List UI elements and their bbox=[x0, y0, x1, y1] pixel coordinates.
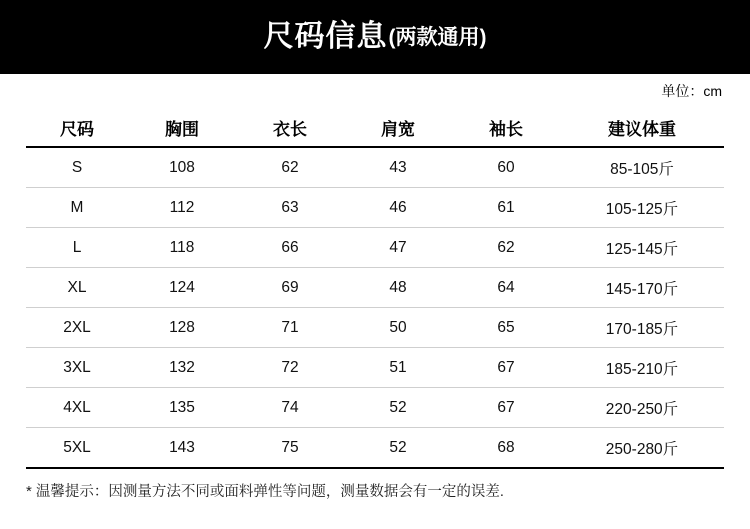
table-row bbox=[26, 348, 724, 388]
cell-bust: 128 bbox=[128, 308, 236, 348]
disclaimer-note bbox=[0, 469, 750, 502]
cell-length: 75 bbox=[236, 428, 344, 469]
cell-length: 63 bbox=[236, 188, 344, 228]
cell-bust: 118 bbox=[128, 228, 236, 268]
cell-bust: 132 bbox=[128, 348, 236, 388]
cell-length: 72 bbox=[236, 348, 344, 388]
cell-size: 3XL bbox=[26, 348, 128, 388]
page-title: 尺码信息 bbox=[263, 20, 388, 53]
cell-shoulder: 48 bbox=[344, 268, 452, 308]
table-header bbox=[26, 108, 724, 147]
cell-sleeve: 64 bbox=[452, 268, 560, 308]
cell-bust: 124 bbox=[128, 268, 236, 308]
cell-size: XL bbox=[26, 268, 128, 308]
table-row bbox=[26, 388, 724, 428]
cell-sleeve: 68 bbox=[452, 428, 560, 469]
cell-shoulder: 52 bbox=[344, 428, 452, 469]
cell-length: 66 bbox=[236, 228, 344, 268]
cell-shoulder: 47 bbox=[344, 228, 452, 268]
asterisk-icon: * bbox=[26, 483, 32, 500]
cell-shoulder: 50 bbox=[344, 308, 452, 348]
column-header-weight: 建议体重 bbox=[560, 108, 724, 147]
cell-weight: 85-105斤 bbox=[560, 147, 724, 188]
cell-size: M bbox=[26, 188, 128, 228]
cell-sleeve: 60 bbox=[452, 147, 560, 188]
table-row bbox=[26, 188, 724, 228]
cell-bust: 143 bbox=[128, 428, 236, 469]
cell-sleeve: 65 bbox=[452, 308, 560, 348]
cell-size: 4XL bbox=[26, 388, 128, 428]
page-subtitle: (两款通用) bbox=[388, 25, 487, 49]
cell-weight: 250-280斤 bbox=[560, 428, 724, 469]
table-row bbox=[26, 228, 724, 268]
unit-label: 单位：cm bbox=[661, 83, 722, 99]
disclaimer-text: 温馨提示：因测量方法不同或面料弹性等问题，测量数据会有一定的误差. bbox=[35, 484, 504, 500]
cell-bust: 108 bbox=[128, 147, 236, 188]
column-header-shoulder: 肩宽 bbox=[344, 108, 452, 147]
cell-weight: 125-145斤 bbox=[560, 228, 724, 268]
cell-length: 74 bbox=[236, 388, 344, 428]
cell-length: 71 bbox=[236, 308, 344, 348]
cell-shoulder: 43 bbox=[344, 147, 452, 188]
cell-weight: 105-125斤 bbox=[560, 188, 724, 228]
cell-weight: 185-210斤 bbox=[560, 348, 724, 388]
cell-shoulder: 46 bbox=[344, 188, 452, 228]
page-header bbox=[0, 0, 750, 74]
table-row bbox=[26, 428, 724, 469]
cell-sleeve: 62 bbox=[452, 228, 560, 268]
table-row bbox=[26, 268, 724, 308]
cell-weight: 145-170斤 bbox=[560, 268, 724, 308]
unit-row bbox=[0, 74, 750, 108]
cell-shoulder: 51 bbox=[344, 348, 452, 388]
cell-length: 62 bbox=[236, 147, 344, 188]
table-body bbox=[26, 147, 724, 468]
cell-bust: 135 bbox=[128, 388, 236, 428]
table-row bbox=[26, 147, 724, 188]
cell-size: L bbox=[26, 228, 128, 268]
table-header-row bbox=[26, 108, 724, 147]
column-header-bust: 胸围 bbox=[128, 108, 236, 147]
cell-bust: 112 bbox=[128, 188, 236, 228]
size-table bbox=[26, 108, 724, 469]
cell-sleeve: 61 bbox=[452, 188, 560, 228]
cell-sleeve: 67 bbox=[452, 348, 560, 388]
cell-sleeve: 67 bbox=[452, 388, 560, 428]
size-table-wrapper bbox=[0, 108, 750, 469]
cell-size: 2XL bbox=[26, 308, 128, 348]
column-header-size: 尺码 bbox=[26, 108, 128, 147]
cell-size: 5XL bbox=[26, 428, 128, 469]
cell-weight: 170-185斤 bbox=[560, 308, 724, 348]
cell-shoulder: 52 bbox=[344, 388, 452, 428]
table-row bbox=[26, 308, 724, 348]
column-header-sleeve: 袖长 bbox=[452, 108, 560, 147]
cell-length: 69 bbox=[236, 268, 344, 308]
cell-weight: 220-250斤 bbox=[560, 388, 724, 428]
cell-size: S bbox=[26, 147, 128, 188]
column-header-length: 衣长 bbox=[236, 108, 344, 147]
